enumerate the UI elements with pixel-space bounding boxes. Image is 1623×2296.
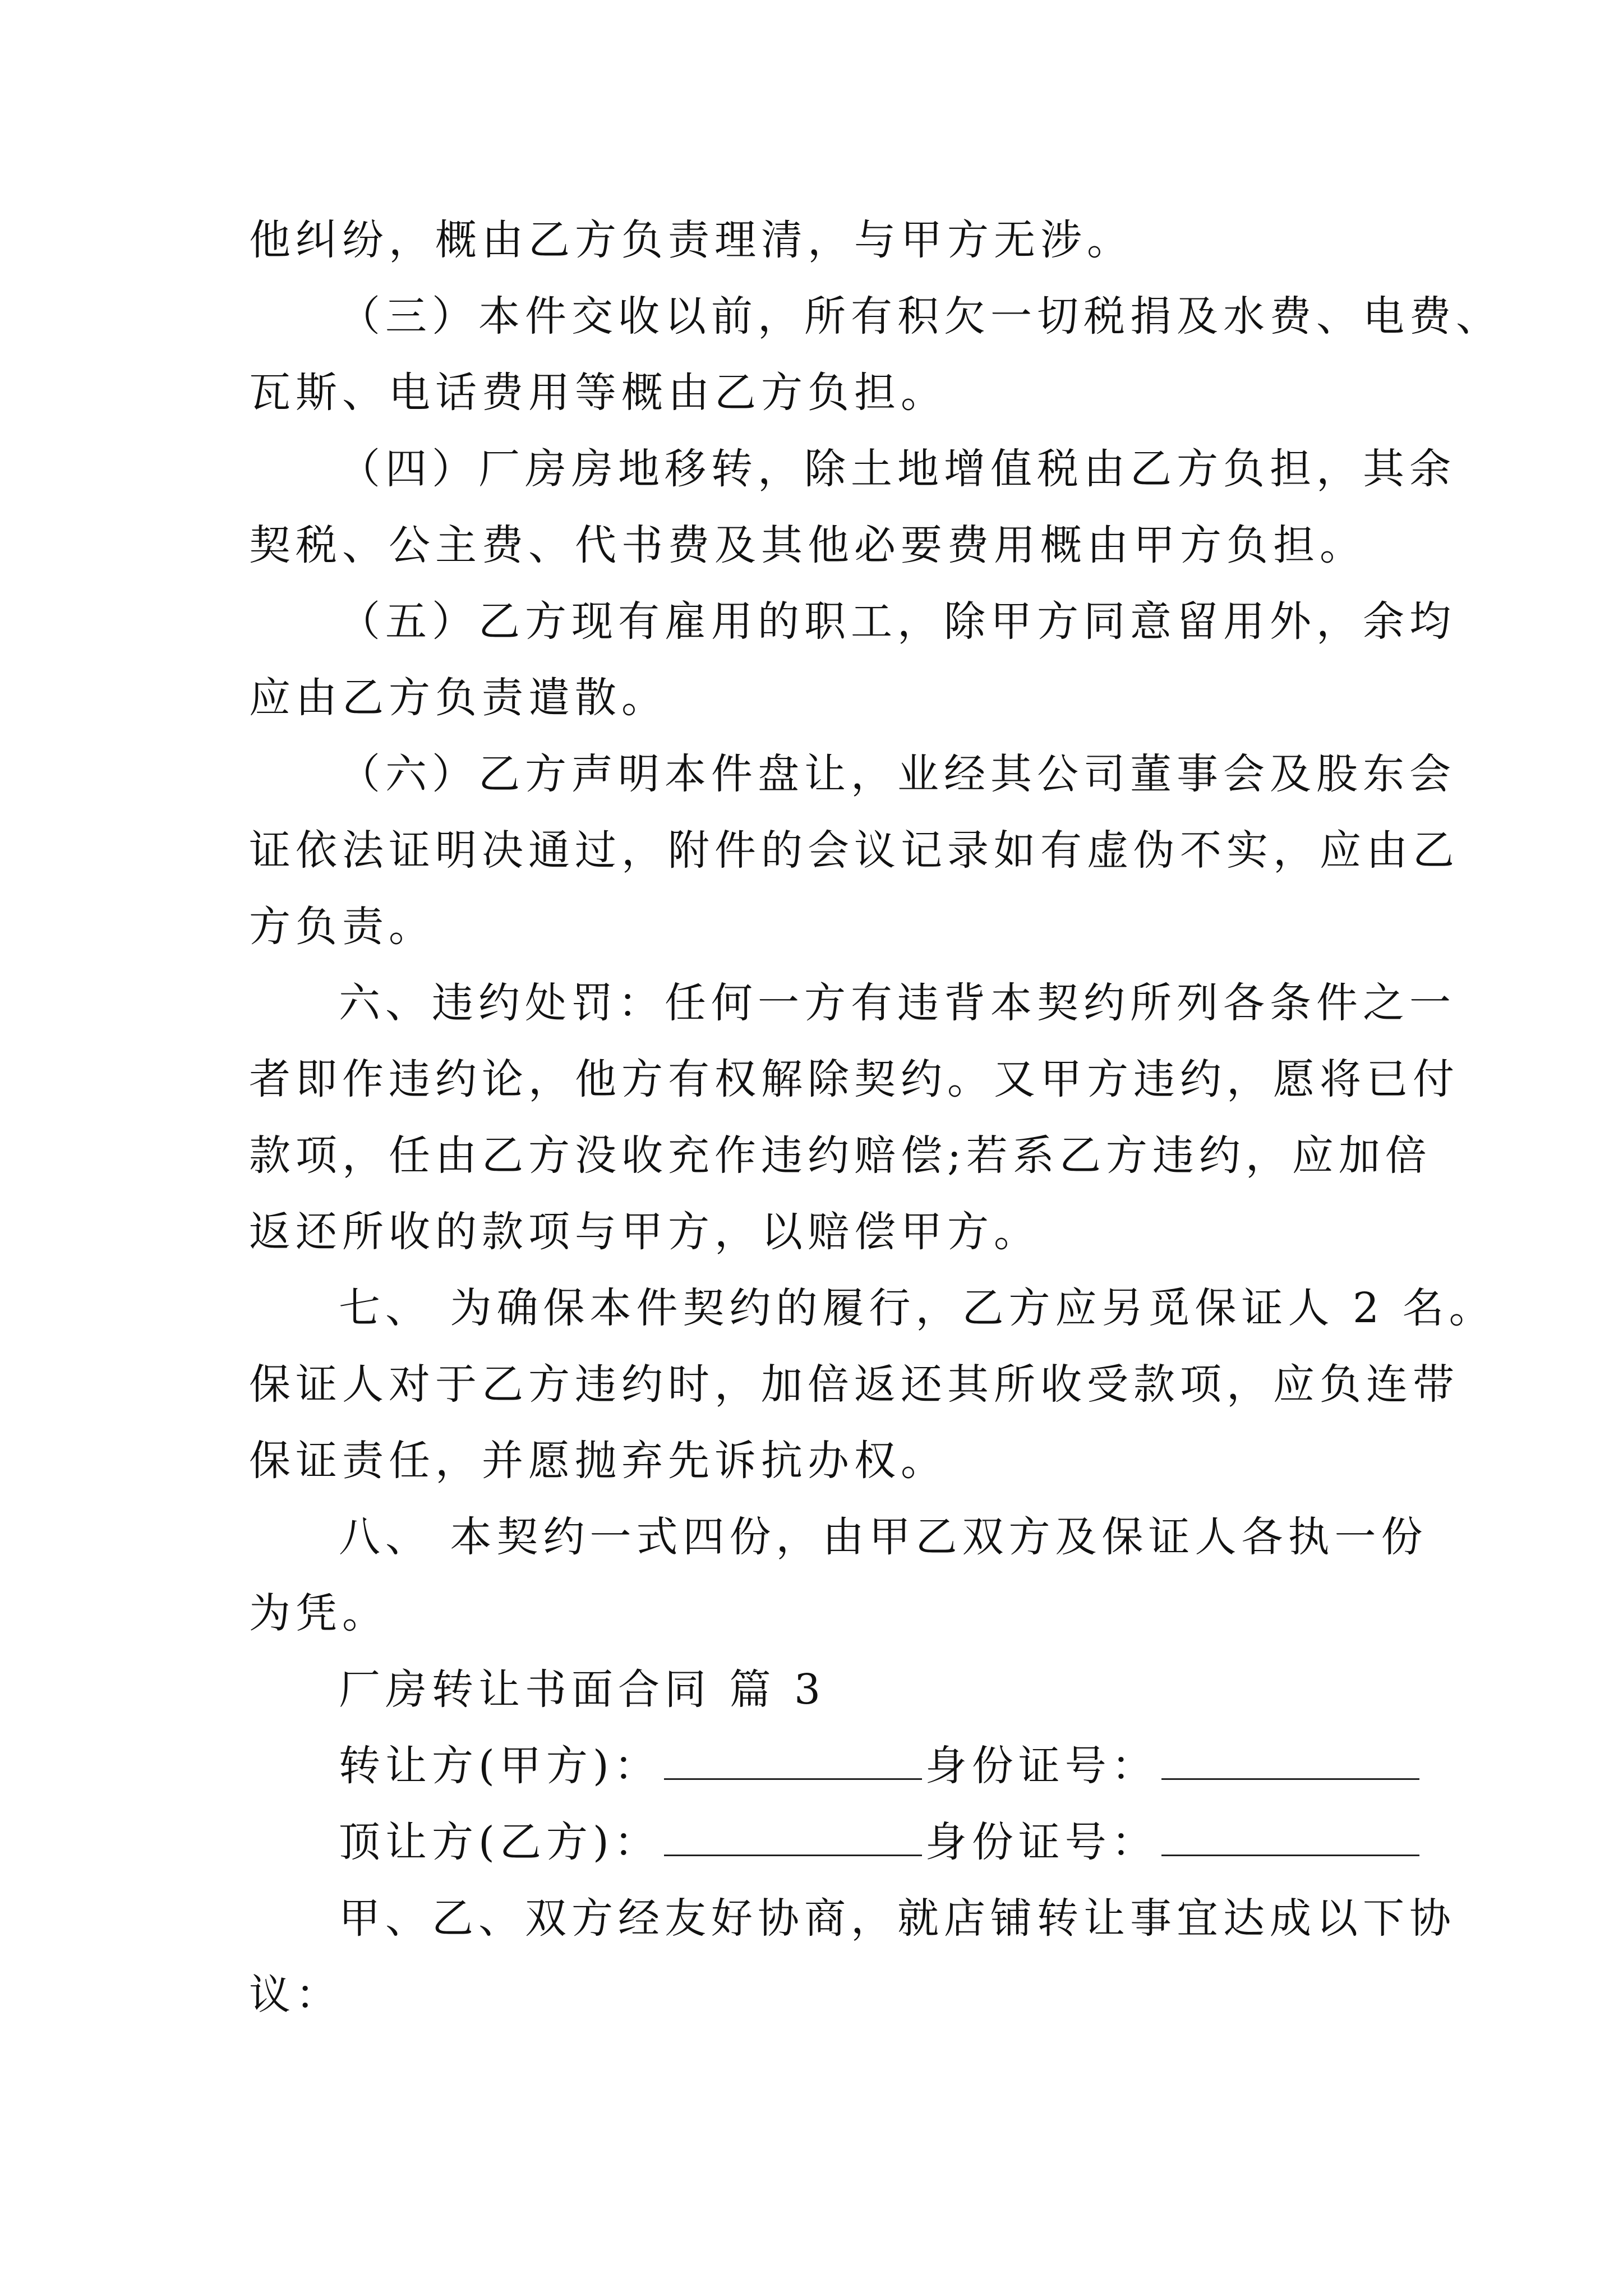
guarantor-section-line: 七、 为确保本件契约的履行，乙方应另觅保证人 2 名。	[339, 1284, 1496, 1332]
paragraph-line: 应由乙方负责遣散。	[249, 674, 668, 722]
penalty-section-line: 六、违约处罚：任何一方有违背本契约所列各条件之一	[339, 979, 1456, 1027]
transferor-id-label: 身份证号：	[925, 1742, 1158, 1790]
clause-6-line: （六）乙方声明本件盘让，业经其公司董事会及股东会	[339, 750, 1456, 798]
paragraph-line: 契税、公主费、代书费及其他必要费用概由甲方负担。	[249, 521, 1366, 569]
document-body	[249, 202, 1502, 2033]
paragraph-line: 款项，任由乙方没收充作违约赔偿;若系乙方违约，应加倍	[249, 1131, 1432, 1180]
transferor-row	[249, 1728, 1387, 1804]
transferee-id-blank[interactable]	[1161, 1815, 1419, 1856]
agreement-intro-line: 甲、乙、双方经友好协商，就店铺转让事宜达成以下协	[339, 1894, 1456, 1943]
transferee-name-blank[interactable]	[664, 1815, 922, 1856]
paragraph-line: 返还所收的款项与甲方，以赔偿甲方。	[249, 1208, 1040, 1256]
paragraph-line: 方负责。	[249, 903, 435, 951]
transferor-id-blank[interactable]	[1161, 1739, 1419, 1780]
transferor-label: 转让方(甲方)：	[339, 1742, 661, 1790]
transferee-label: 顶让方(乙方)：	[339, 1818, 661, 1866]
paragraph-line: 为凭。	[249, 1589, 389, 1637]
paragraph-line: 者即作违约论，他方有权解除契约。又甲方违约，愿将已付	[249, 1055, 1459, 1103]
paragraph-line: 保证责任，并愿抛弃先诉抗办权。	[249, 1437, 947, 1485]
section-heading: 厂房转让书面合同 篇 3	[339, 1665, 826, 1714]
clause-3-line: （三）本件交收以前，所有积欠一切税捐及水费、电费、	[339, 292, 1502, 341]
paragraph-line: 证依法证明决通过，附件的会议记录如有虚伪不实，应由乙	[249, 826, 1459, 875]
transferor-name-blank[interactable]	[664, 1739, 922, 1780]
clause-4-line: （四）厂房房地移转，除土地增值税由乙方负担，其余	[339, 445, 1456, 493]
paragraph-line: 保证人对于乙方违约时，加倍返还其所收受款项，应负连带	[249, 1360, 1459, 1409]
paragraph-line: 议：	[249, 1971, 342, 2019]
paragraph-line: 瓦斯、电话费用等概由乙方负担。	[249, 369, 947, 417]
paragraph-line: 他纠纷，概由乙方负责理清，与甲方无涉。	[249, 216, 1133, 264]
transferee-row	[249, 1804, 1387, 1880]
transferee-id-label: 身份证号：	[925, 1818, 1158, 1866]
copies-section-line: 八、 本契约一式四份，由甲乙双方及保证人各执一份	[339, 1513, 1428, 1561]
clause-5-line: （五）乙方现有雇用的职工，除甲方同意留用外，余均	[339, 597, 1456, 646]
